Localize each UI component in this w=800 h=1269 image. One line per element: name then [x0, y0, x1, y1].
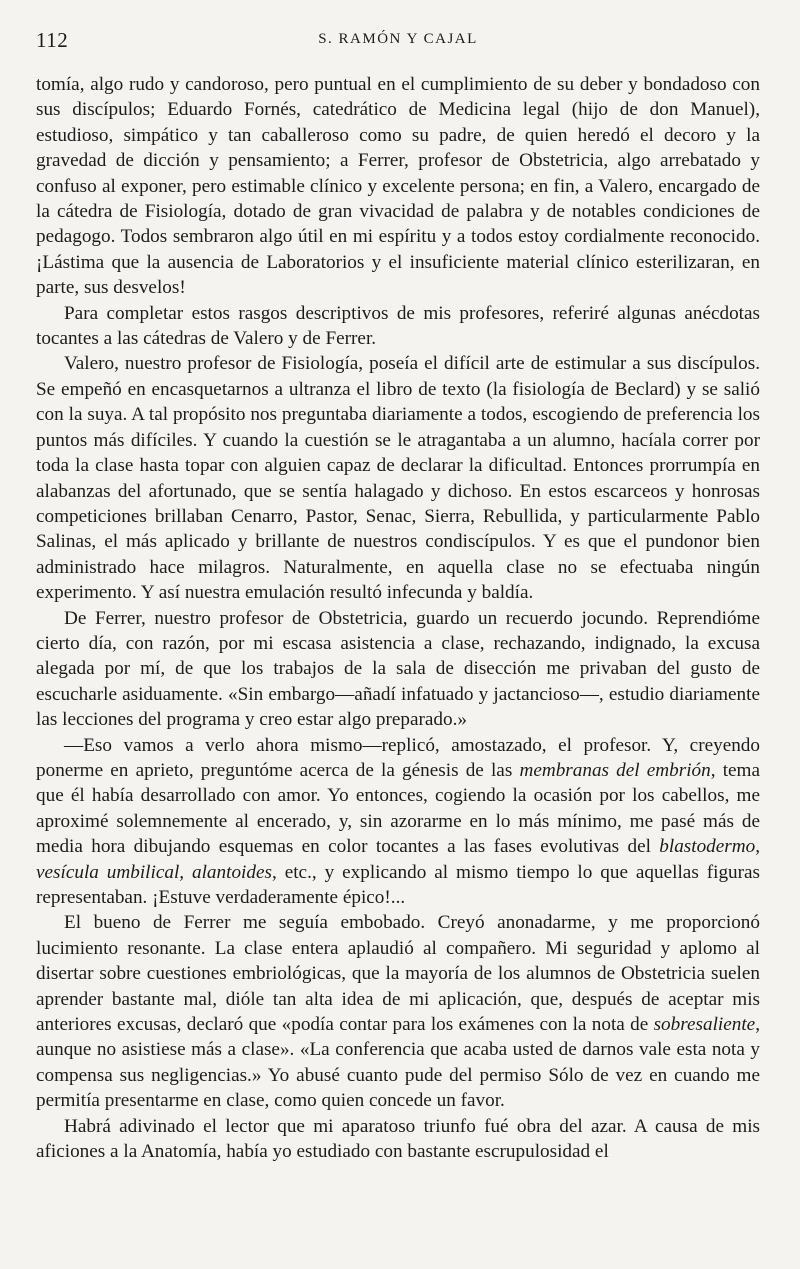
page-header	[36, 28, 760, 58]
text-run: tomía, algo rudo y candoroso, pero puntual en el cumplimiento de su deber y bondadoso con sus discípulos; Eduardo Fornés, catedrático de Medicina legal (hijo de don Manuel), estudioso, simpático y tan caballeroso como su padre, de quien heredó el decoro y la gravedad de dicción y pensamiento; a Ferrer, profesor de Obstetricia, algo arrebatado y confuso al exponer, pero estimable clínico y excelente persona; en fin, a Valero, encargado de la cátedra de Fisiología, dotado de gran vivacidad de palabra y de notables condiciones de pedagogo. Todos sembraron algo útil en mi espíritu y a todos estoy cordialmente reconocido. ¡Lástima que la ausencia de Laboratorios y el insuficiente material clínico esterilizaran, en parte, sus desvelos!	[36, 74, 760, 299]
italic-term: blastodermo, vesícula umbilical, alantoides	[36, 836, 760, 883]
paragraph	[36, 733, 760, 911]
italic-term: membranas del embrión	[519, 759, 711, 781]
body-text	[36, 72, 760, 1164]
italic-term: sobresaliente	[653, 1014, 756, 1036]
text-run: , etc., y explicando al mismo tiempo lo que aquellas figuras representaban. ¡Estuve verdaderamente épico!...	[36, 861, 760, 908]
text-run: , aunque no asistiese más a clase». «La conferencia que acaba usted de darnos vale esta nota y compensa sus negligencias.» Yo abusé cuanto pude del permiso Sólo de vez en cuando me permitía presentarme en clase, como quien concede un favor.	[36, 1014, 760, 1112]
paragraph	[36, 351, 760, 605]
text-run: Para completar estos rasgos descriptivos de mis profesores, referiré algunas anécdotas tocantes a las cátedras de Valero y de Ferrer.	[36, 302, 760, 350]
page-number: 112	[36, 28, 69, 52]
text-run: —Eso vamos a verlo ahora mismo—replicó, amostazado, el profesor. Y, creyendo ponerme en aprieto, preguntóme acerca de la génesis de las	[36, 734, 760, 781]
text-run: Habrá adivinado el lector que mi aparatoso triunfo fué obra del azar. A causa de mis aficiones a la Anatomía, había yo estudiado con bastante escrupulosidad el	[36, 1115, 760, 1163]
paragraph	[36, 1114, 760, 1165]
paragraph	[36, 301, 760, 352]
text-run: Valero, nuestro profesor de Fisiología, poseía el difícil arte de estimular a sus discípulos. Se empeñó en encasquetarnos a ultranza el libro de texto (la fisiología de Beclard) y se salió con la suya. A tal propósito nos preguntaba diariamente a todos, escogiendo de preferencia los puntos más difíciles. Y cuando la cuestión se le atragantaba a un alumno, hacíala correr por toda la clase hasta topar con alguien capaz de declarar la dificultad. Entonces prorrumpía en alabanzas del afortunado, que se sentía halagado y dichoso. En estos escarceos y honrosas competiciones brillaban Cenarro, Pastor, Senac, Sierra, Rebullida, y particularmente Pablo Salinas, el más aplicado y brillante de nuestros condiscípulos. Y es que el pundonor bien administrado hace milagros. Naturalmente, en aquella clase no se efectuaba ningún experimento. Y así nuestra emulación resultó infecunda y baldía.	[36, 353, 760, 604]
text-run: El bueno de Ferrer me seguía embobado. Creyó anonadarme, y me proporcionó lucimiento resonante. La clase entera aplaudió al compañero. Mi seguridad y aplomo al disertar sobre cuestiones embriológicas, que la mayoría de los alumnos de Obstetricia suelen aprender bastante mal, dióle tan alta idea de mi aplicación, que, después de aceptar mis anteriores excusas, declaró que «podía contar para los exámenes con la nota de	[36, 912, 760, 1036]
text-run: De Ferrer, nuestro profesor de Obstetricia, guardo un recuerdo jocundo. Reprendióme cierto día, con razón, por mi escasa asistencia a clase, rechazando, indignado, la excusa alegada por mí, de que los trabajos de la sala de disección me privaban del gusto de escucharle asiduamente. «Sin embargo—añadí infatuado y jactancioso—, estudio diariamente las lecciones del programa y creo estar algo preparado.»	[36, 607, 760, 731]
paragraph	[36, 72, 760, 301]
text-run: , tema que él había desarrollado con amor. Yo entonces, cogiendo la ocasión por los cabellos, me aproximé solemnemente al encerado, y, sin azorarme en lo más mínimo, me pasé más de media hora dibujando esquemas en color tocantes a las fases evolutivas del	[36, 759, 761, 858]
running-head: S. RAMÓN Y CAJAL	[318, 31, 478, 47]
paragraph	[36, 606, 760, 733]
paragraph	[36, 910, 760, 1113]
